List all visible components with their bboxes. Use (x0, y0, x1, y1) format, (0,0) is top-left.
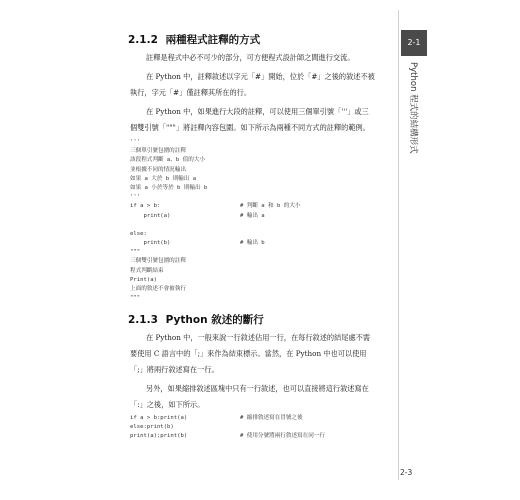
code-line (130, 166, 207, 175)
section-title: Python 敘述的斷行 (165, 314, 264, 326)
code-comment: # 使用分號將兩行敘述寫在同一行 (240, 433, 326, 440)
section-heading-2-1-3 (128, 312, 264, 327)
code-line (130, 221, 207, 230)
paragraph-line: 「:」之後，如下所示。 (130, 400, 205, 409)
code-line (130, 414, 303, 423)
code-line (130, 156, 207, 165)
code-text: print(a);print(b) (130, 433, 188, 440)
paragraph-line: 在 Python 中，註釋敘述以字元「#」開始，位於「#」之後的敘述不被 (146, 72, 375, 81)
code-line (130, 212, 265, 221)
code-comment: # 輸出 a (240, 212, 265, 219)
section-title: 兩種程式註釋的方式 (165, 34, 261, 46)
section-number: 2.1.3 (128, 314, 158, 326)
code-text: ''' (130, 139, 141, 145)
chapter-number: 2-1 (401, 30, 427, 56)
code-text: if a > b: (130, 203, 161, 210)
code-line (130, 285, 207, 294)
section-number: 2.1.2 (128, 34, 158, 46)
code-comment: # 判斷 a 和 b 的大小 (240, 203, 301, 210)
paragraph-line: 個雙引號「"""」將註釋內容包圍。如下所示為兩種不同方式的註釋的範例。 (130, 123, 370, 132)
code-text: if a > b:print(a) (130, 415, 188, 421)
code-line (130, 230, 207, 239)
code-text: Print(a) (130, 276, 157, 283)
code-line (130, 202, 301, 211)
code-text: 如果 a 小於等於 b 則輸出 b (130, 184, 208, 191)
code-text: """ (130, 249, 141, 256)
code-text: 上面的敘述不會被執行 (130, 286, 186, 292)
paragraph-line: 「;」將兩行敘述寫在一行。 (130, 365, 219, 374)
chapter-title: Python 程式的結構形式 (408, 62, 418, 154)
code-text: else: (130, 230, 147, 237)
paragraph-line: 另外，如果縮排敘述區塊中只有一行敘述，也可以直接將這行敘述寫在 (146, 384, 369, 393)
code-text: ''' (130, 194, 141, 201)
code-text: 該段程式判斷 a、b 值的大小 (130, 157, 206, 164)
code-text: 如果 a 大於 b 則輸出 a (130, 175, 197, 182)
chapter-side-tab (401, 30, 427, 210)
code-line (130, 138, 207, 147)
code-text: 三個雙引號包圍的註釋 (130, 258, 186, 265)
code-line (130, 147, 207, 156)
code-block-comments (130, 138, 301, 303)
code-comment: # 輸出 b (240, 240, 265, 247)
code-text: print(a) (130, 212, 171, 219)
code-text: 並根據不同的情況輸出 (130, 166, 186, 173)
code-line (130, 248, 207, 257)
paragraph-line: 在 Python 中，一般來說一行敘述佔用一行，在每行敘述的結尾處不需 (146, 333, 371, 342)
code-line (130, 257, 207, 266)
code-text: """ (130, 295, 141, 302)
code-text: 三個單引號包圍的註釋 (130, 148, 186, 155)
code-line (130, 276, 207, 285)
paragraph-line: 要使用 C 語言中的「;」來作為結束標示。當然，在 Python 中也可以使用 (130, 349, 367, 358)
code-text: print(b) (130, 240, 171, 247)
code-comment: # 縮排敘述寫在冒號之後 (240, 415, 303, 421)
page-number: 2-3 (400, 468, 413, 477)
code-line (130, 184, 207, 193)
code-line (130, 267, 207, 276)
code-line (130, 193, 207, 202)
code-line (130, 423, 187, 432)
code-text: else:print(b) (130, 424, 174, 431)
code-block-line-break (130, 414, 326, 442)
code-line (130, 239, 265, 248)
code-text: 程式判斷結束 (130, 267, 164, 274)
code-line (130, 294, 207, 303)
code-line (130, 175, 207, 184)
paragraph-line: 註釋是程式中必不可少的部分，可方便程式設計師之間進行交流。 (146, 53, 355, 62)
paragraph-line: 執行，字元「#」僅註釋其所在的行。 (130, 88, 252, 97)
paragraph-line: 在 Python 中，如果進行大段的註釋，可以使用三個單引號「'''」或三 (146, 107, 369, 116)
section-heading-2-1-2 (128, 32, 260, 47)
code-line (130, 432, 326, 441)
margin-rule (398, 10, 399, 480)
